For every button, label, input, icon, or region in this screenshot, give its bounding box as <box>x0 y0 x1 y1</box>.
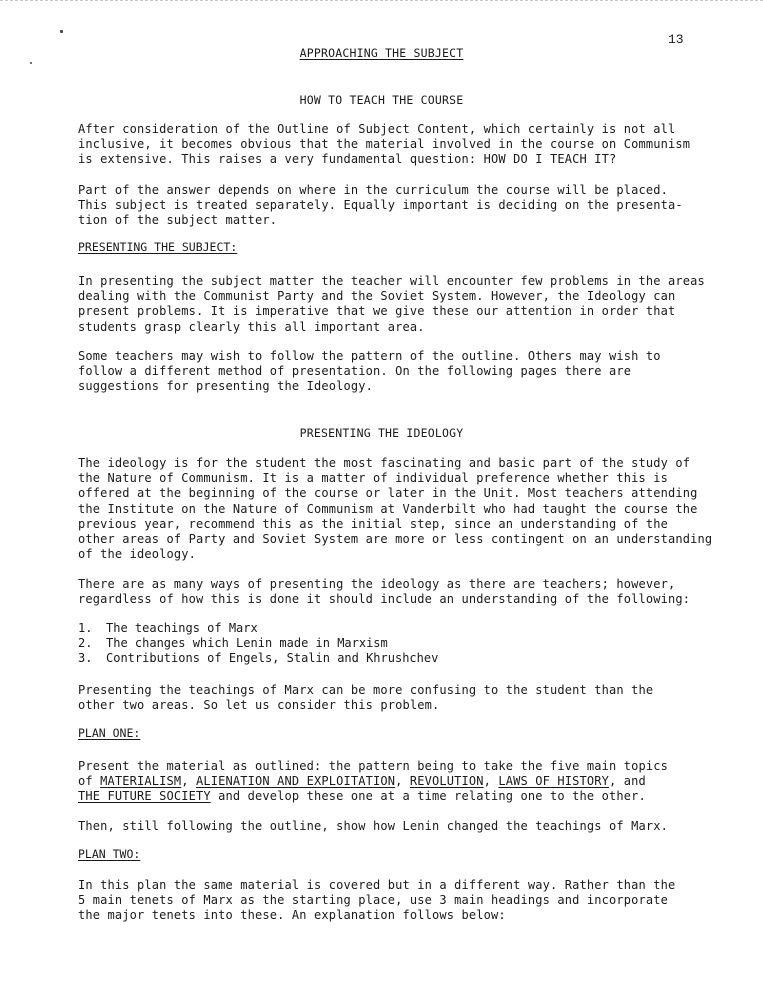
text-and: , and <box>609 774 646 789</box>
page-title: APPROACHING THE SUBJECT <box>299 46 464 60</box>
placement-paragraph: Part of the answer depends on where in the curriculum the course will be placed. This subject is treated separately. Equally important is deciding on the presenta- tion of the subject matter. <box>78 183 683 228</box>
topic-laws-of-history: LAWS OF HISTORY <box>498 774 609 789</box>
plan-two-paragraph: In this plan the same material is covered but in a different way. Rather than the 5 main tenets of Marx as the starting place, use 3 main headings and incorporate the major tenets into these. An explanation follows below: <box>78 878 676 923</box>
plan-one-paragraph-2: Then, still following the outline, show how Lenin changed the teachings of Marx. <box>78 819 668 833</box>
ideology-topics-list <box>78 621 718 667</box>
ideology-paragraph-2: There are as many ways of presenting the ideology as there are teachers; however, regardless of how this is done it should include an understanding of the following: <box>78 577 691 607</box>
scan-speck <box>60 30 63 33</box>
page-number: 13 <box>668 32 684 47</box>
list-item <box>78 636 718 651</box>
plan-one-line-3-suffix: and develop these one at a time relating one to the other. <box>210 789 646 804</box>
topic-materialism: MATERIALISM <box>100 774 182 789</box>
text-of: of <box>78 774 101 789</box>
presenting-subject-heading: PRESENTING THE SUBJECT: <box>78 240 238 254</box>
plan-two-heading: PLAN TWO: <box>78 847 141 861</box>
presenting-subject-paragraph-1: In presenting the subject matter the teacher will encounter few problems in the areas dealing with the Communist Party and the Soviet System. However, the Ideology can present problems. It is imperative that we give these our attention in order that students grasp clearly this all important area. <box>78 274 705 334</box>
ideology-paragraph-3: Presenting the teachings of Marx can be more confusing to the student than the other two areas. So let us consider this problem. <box>78 683 654 713</box>
intro-paragraph: After consideration of the Outline of Subject Content, which certainly is not all inclusive, it becomes obvious that the material involved in the course on Communism is extensive. This raises a very fundamental question: HOW DO I TEACH IT? <box>78 122 691 167</box>
list-item-number: 2. <box>78 636 93 651</box>
scan-speck <box>30 62 32 64</box>
presenting-subject-paragraph-2: Some teachers may wish to follow the pattern of the outline. Others may wish to follow a different method of presentation. On the following pages there are suggestions for presenting the Ideology. <box>78 349 661 394</box>
list-item-text: Contributions of Engels, Stalin and Khrushchev <box>106 651 439 666</box>
section-subtitle: HOW TO TEACH THE COURSE <box>299 93 464 107</box>
plan-one-line-1: Present the material as outlined: the pattern being to take the five main topics <box>78 759 668 773</box>
page-top-edge <box>0 0 763 1</box>
topic-alienation-exploitation: ALIENATION AND EXPLOITATION <box>196 774 396 789</box>
ideology-paragraph-1: The ideology is for the student the most fascinating and basic part of the study of the Nature of Communism. It is a matter of individual preference whether this is offered at the beginning of the course or later in the Unit. Most teachers attending the Institute on the Nature of Communism at Vanderbilt who had taught the course the previous year, recommend this as the initial step, since an understanding of the other areas of Party and Soviet System are more or less contingent on an understanding of the ideology. <box>78 456 713 562</box>
list-item <box>78 621 718 636</box>
plan-one-paragraph-1 <box>78 759 728 805</box>
plan-one-line-2: of MATERIALISM, ALIENATION AND EXPLOITATION, REVOLUTION, LAWS OF HISTORY, and <box>78 774 646 789</box>
plan-one-heading: PLAN ONE: <box>78 726 141 740</box>
topic-future-society: THE FUTURE SOCIETY <box>78 789 211 804</box>
list-item-number: 1. <box>78 621 93 635</box>
list-item-text: The changes which Lenin made in Marxism <box>106 636 388 651</box>
list-item <box>78 651 718 666</box>
plan-one-line-3 <box>78 789 728 804</box>
list-item-text: The teachings of Marx <box>106 621 258 635</box>
list-item-number: 3. <box>78 651 93 666</box>
topic-revolution: REVOLUTION <box>409 774 484 789</box>
presenting-ideology-heading: PRESENTING THE IDEOLOGY <box>299 426 464 440</box>
